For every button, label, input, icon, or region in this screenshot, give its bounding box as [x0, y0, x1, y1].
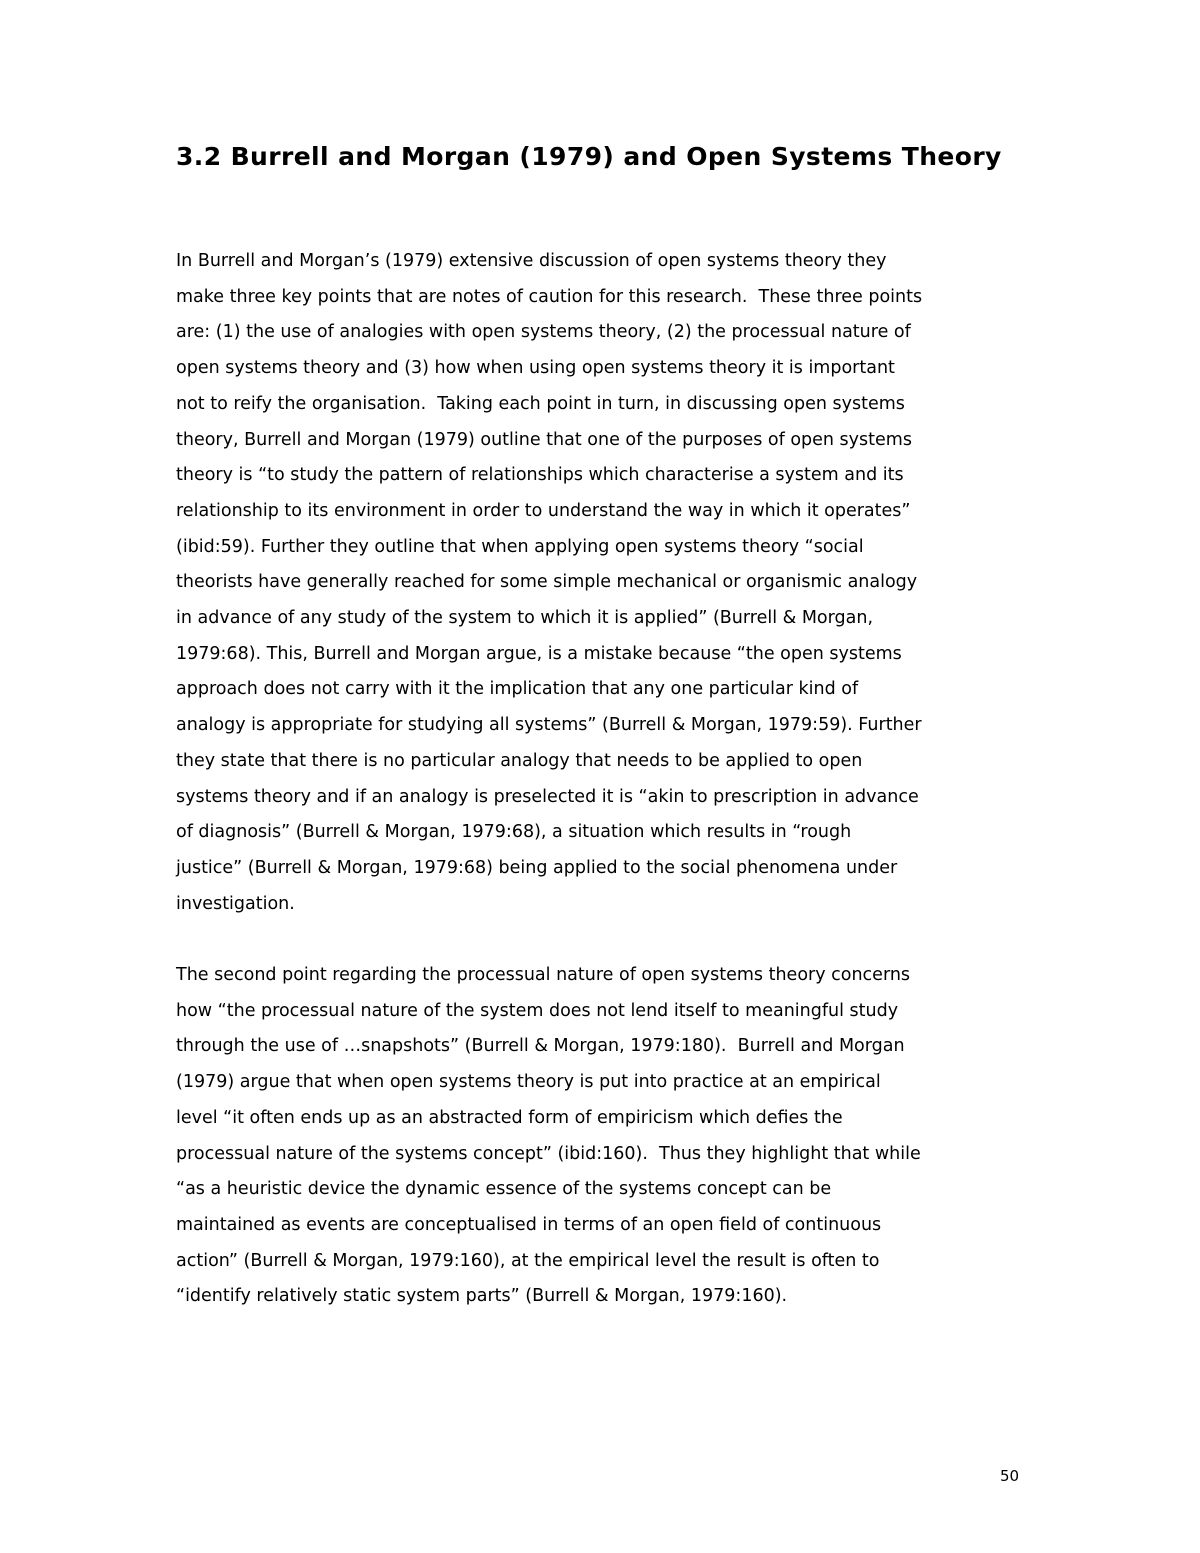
paragraph-line: systems theory and if an analogy is preselected it is “akin to prescription in advance — [176, 786, 919, 807]
paragraph-line: processual nature of the systems concept” (ibid:160). Thus they highlight that while — [176, 1143, 921, 1164]
paragraph-2 — [176, 958, 1056, 1315]
paragraph-line: maintained as events are conceptualised in terms of an open field of continuous — [176, 1214, 882, 1235]
paragraph-line: theory is “to study the pattern of relationships which characterise a system and its — [176, 465, 904, 486]
paragraph-line: not to reify the organisation. Taking each point in turn, in discussing open systems — [176, 393, 905, 414]
section-heading: 3.2 Burrell and Morgan (1979) and Open Systems Theory — [176, 142, 1002, 171]
paragraph-line: theorists have generally reached for some simple mechanical or organismic analogy — [176, 572, 918, 593]
paragraph-line: of diagnosis” (Burrell & Morgan, 1979:68), a situation which results in “rough — [176, 822, 852, 843]
paragraph-line: 1979:68). This, Burrell and Morgan argue, is a mistake because “the open systems — [176, 643, 902, 664]
page-number: 50 — [1000, 1467, 1020, 1485]
paragraph-line: “as a heuristic device the dynamic essence of the systems concept can be — [176, 1179, 832, 1200]
paragraph-line: (1979) argue that when open systems theory is put into practice at an empirical — [176, 1072, 881, 1093]
paragraph-line: investigation. — [176, 893, 295, 914]
paragraph-line: open systems theory and (3) how when using open systems theory it is important — [176, 358, 895, 379]
paragraph-line: how “the processual nature of the system does not lend itself to meaningful study — [176, 1000, 899, 1021]
paragraph-line: they state that there is no particular analogy that needs to be applied to open — [176, 750, 863, 771]
paragraph-1 — [176, 244, 1056, 922]
paragraph-line: “identify relatively static system parts” (Burrell & Morgan, 1979:160). — [176, 1286, 788, 1307]
paragraph-line: action” (Burrell & Morgan, 1979:160), at the empirical level the result is often to — [176, 1250, 880, 1271]
paragraph-line: relationship to its environment in order to understand the way in which it operates” — [176, 500, 911, 521]
paragraph-line: in advance of any study of the system to which it is applied” (Burrell & Morgan, — [176, 608, 874, 629]
paragraph-line: through the use of …snapshots” (Burrell & Morgan, 1979:180). Burrell and Morgan — [176, 1036, 905, 1057]
paragraph-line: level “it often ends up as an abstracted form of empiricism which defies the — [176, 1107, 843, 1128]
paragraph-line: analogy is appropriate for studying all systems” (Burrell & Morgan, 1979:59). Further — [176, 715, 922, 736]
paragraph-line: approach does not carry with it the implication that any one particular kind of — [176, 679, 859, 700]
paragraph-line: are: (1) the use of analogies with open systems theory, (2) the processual nature of — [176, 322, 911, 343]
paragraph-line: make three key points that are notes of caution for this research. These three points — [176, 286, 923, 307]
paragraph-line: theory, Burrell and Morgan (1979) outline that one of the purposes of open systems — [176, 429, 912, 450]
paragraph-line: In Burrell and Morgan’s (1979) extensive discussion of open systems theory they — [176, 251, 887, 271]
paragraph-line: (ibid:59). Further they outline that when applying open systems theory “social — [176, 536, 864, 557]
paragraph-line: The second point regarding the processual nature of open systems theory concerns — [176, 965, 911, 985]
paragraph-line: justice” (Burrell & Morgan, 1979:68) being applied to the social phenomena under — [176, 857, 898, 878]
